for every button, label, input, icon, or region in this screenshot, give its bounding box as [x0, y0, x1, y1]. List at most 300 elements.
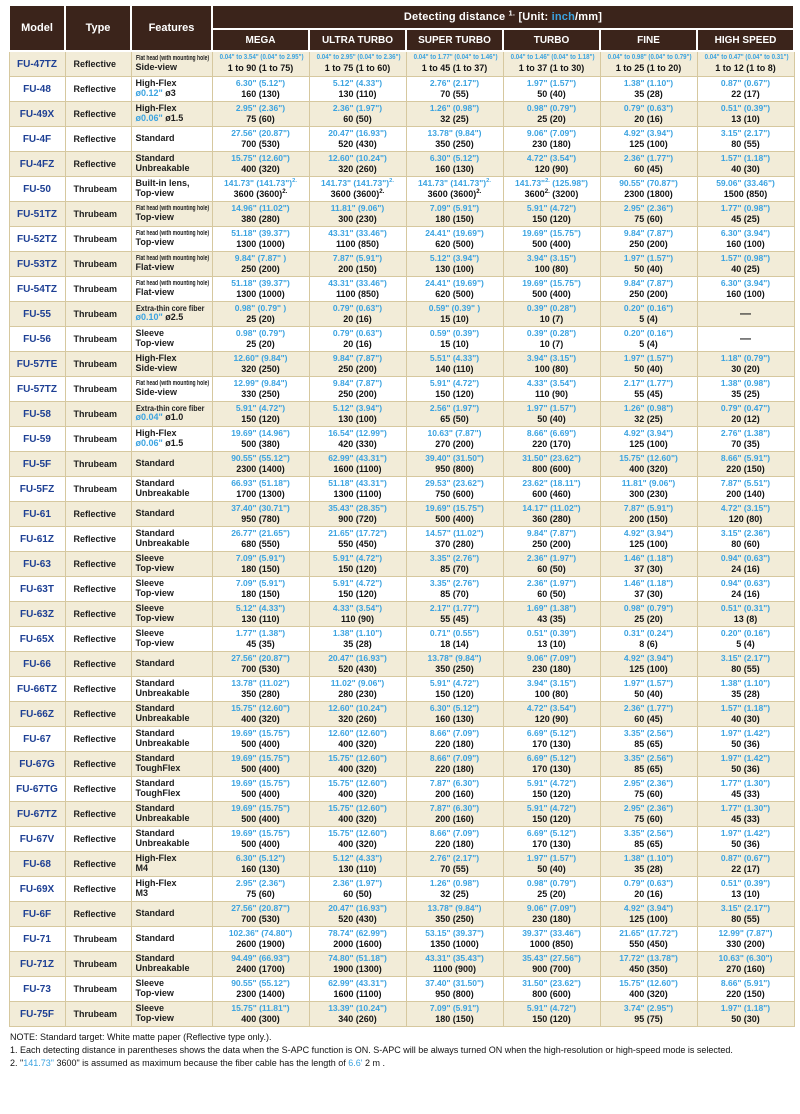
model-name: FU-57TE	[9, 352, 65, 377]
inch-value: 17.72" (13.78")	[619, 953, 678, 964]
distance-cell	[600, 477, 697, 502]
inch-value: 0.51" (0.39")	[720, 878, 771, 889]
inch-value: 4.72" (3.15")	[720, 503, 771, 514]
inch-value: 5.91" (4.72")	[429, 678, 480, 689]
mm-value: 60 (50)	[537, 563, 566, 574]
distance-cell	[697, 727, 794, 752]
table-row-fu-71z	[9, 952, 794, 977]
inch-value: 9.84" (7.87" )	[234, 253, 287, 264]
mm-value: 40 (30)	[731, 163, 760, 174]
distance-cell	[309, 152, 406, 177]
feature-line: Top-view	[135, 338, 174, 348]
distance-cell	[212, 677, 309, 702]
inch-value: 1.57" (1.18")	[720, 703, 771, 714]
distance-cell	[600, 402, 697, 427]
distance-cell	[406, 152, 503, 177]
table-row-fu-52tz	[9, 227, 794, 252]
inch-value: 43.31" (33.46")	[328, 228, 387, 239]
mm-value: 35 (28)	[731, 688, 760, 699]
feature-line: Sleeve	[135, 578, 165, 589]
mm-value: 320 (260)	[338, 163, 377, 174]
mm-value: 150 (120)	[241, 413, 280, 424]
mm-value: 200 (140)	[726, 488, 765, 499]
inch-value: 90.55" (70.87")	[619, 178, 678, 189]
distance-cell	[212, 652, 309, 677]
mm-value: 550 (450)	[629, 938, 668, 949]
mm-value: 400 (320)	[338, 838, 377, 849]
distance-cell	[406, 1002, 503, 1027]
inch-value: 6.30" (5.12")	[235, 78, 286, 89]
distance-cell	[309, 51, 406, 77]
distance-cell	[309, 427, 406, 452]
mm-value: 18 (14)	[440, 638, 469, 649]
mm-value: 50 (40)	[634, 263, 663, 274]
distance-cell	[212, 302, 309, 327]
inch-value: 2.76" (1.38")	[720, 428, 771, 439]
mm-value: 400 (320)	[338, 738, 377, 749]
inch-value: 15.75" (12.60")	[619, 453, 678, 464]
type-label: Reflective	[65, 127, 131, 152]
mm-value: 360 (280)	[532, 513, 571, 524]
distance-cell	[697, 877, 794, 902]
distance-cell	[406, 727, 503, 752]
type-label: Reflective	[65, 627, 131, 652]
feature-line: Side-view	[135, 386, 178, 397]
distance-cell	[406, 952, 503, 977]
mm-value: 125 (100)	[629, 138, 668, 149]
type-label: Reflective	[65, 777, 131, 802]
distance-cell	[503, 527, 600, 552]
inch-value: 7.87" (5.91")	[332, 253, 383, 264]
mm-value: 125 (100)	[629, 663, 668, 674]
mm-value: 1 to 45 (1 to 37)	[421, 62, 488, 73]
distance-cell	[503, 802, 600, 827]
mm-value: 24 (16)	[731, 588, 760, 599]
inch-value: 0.94" (0.63")	[720, 578, 771, 589]
feature-line: Built-in lens,	[135, 178, 190, 189]
mm-value: 320 (250)	[241, 363, 280, 374]
inch-value: 5.12" (4.33")	[332, 853, 383, 864]
type-label: Thrubeam	[65, 402, 131, 427]
distance-cell: —	[697, 327, 794, 352]
distance-cell	[212, 552, 309, 577]
inch-value: 90.55" (55.12")	[231, 978, 290, 989]
mm-value: 75 (60)	[634, 788, 663, 799]
distance-cell	[212, 602, 309, 627]
inch-value: 1.57" (0.98")	[720, 253, 771, 264]
mm-value: 55 (45)	[634, 388, 663, 399]
inch-value: 21.65" (17.72")	[328, 528, 387, 539]
distance-cell	[212, 777, 309, 802]
mm-value: 125 (100)	[629, 913, 668, 924]
inch-value: 0.04" to 0.98" (0.04" to 0.79")	[607, 54, 692, 61]
table-row-fu-5fz	[9, 477, 794, 502]
distance-cell	[600, 302, 697, 327]
feature-line: Flat head (with mounting hole)	[135, 205, 209, 213]
inch-value: 15.75" (12.60")	[328, 753, 387, 764]
features-label	[131, 227, 212, 252]
mm-value: 43 (35)	[537, 613, 566, 624]
inch-value: 8.66" (7.09")	[429, 728, 480, 739]
distance-cell	[309, 827, 406, 852]
distance-cell	[406, 852, 503, 877]
inch-value: 66.93" (51.18")	[231, 478, 290, 489]
mm-value: 600 (460)	[532, 488, 571, 499]
inch-value: 15.75" (12.60")	[231, 153, 290, 164]
distance-cell	[309, 452, 406, 477]
mm-value: 220 (180)	[435, 838, 474, 849]
distance-cell	[212, 427, 309, 452]
inch-value: 1.38" (1.10")	[623, 78, 674, 89]
mm-value: 1300 (1000)	[236, 238, 285, 249]
distance-cell	[600, 927, 697, 952]
inch-value: 31.50" (23.62")	[522, 978, 581, 989]
table-row-fu-4fz	[9, 152, 794, 177]
features-label	[131, 177, 212, 202]
model-name: FU-65X	[9, 627, 65, 652]
inch-value: 19.69" (14.96")	[231, 428, 290, 439]
distance-cell	[600, 227, 697, 252]
mm-value: 230 (180)	[532, 913, 571, 924]
inch-value: 1.77" (1.30")	[720, 778, 771, 789]
mm-value: 50 (40)	[634, 688, 663, 699]
inch-value: 15.75" (12.60")	[328, 778, 387, 789]
distance-cell	[309, 952, 406, 977]
inch-value: 4.92" (3.94")	[623, 428, 674, 439]
mm-value: 1100 (900)	[432, 963, 477, 974]
model-name: FU-5F	[9, 452, 65, 477]
inch-value: 2.36" (1.97")	[332, 103, 383, 114]
features-label	[131, 977, 212, 1002]
type-label: Thrubeam	[65, 977, 131, 1002]
mm-value: 10 (7)	[539, 338, 564, 349]
inch-value: 6.69" (5.12")	[526, 753, 577, 764]
inch-value: 39.37" (33.46")	[522, 928, 581, 939]
type-label: Thrubeam	[65, 927, 131, 952]
inch-value: 2.17" (1.77")	[623, 378, 674, 389]
inch-value: 1.38" (1.10")	[623, 853, 674, 864]
mm-value: 25 (20)	[634, 613, 663, 624]
mm-value: 330 (200)	[726, 938, 765, 949]
model-name: FU-61	[9, 502, 65, 527]
distance-cell	[309, 877, 406, 902]
column-header-fine: FINE	[600, 29, 697, 51]
inch-value: 1.77" (1.30")	[720, 803, 771, 814]
mm-value: 400 (320)	[338, 763, 377, 774]
inch-value: 1.97" (1.57")	[526, 403, 577, 414]
feature-line: Flat head (with mounting hole)	[135, 55, 209, 63]
mm-value: 60 (50)	[537, 588, 566, 599]
mm-value: 230 (180)	[532, 138, 571, 149]
distance-cell	[406, 752, 503, 777]
inch-value: 9.84" (7.87")	[526, 528, 577, 539]
distance-cell	[600, 727, 697, 752]
inch-value: 5.12" (3.94")	[429, 253, 480, 264]
distance-cell	[309, 402, 406, 427]
mm-value: 80 (55)	[731, 913, 760, 924]
mm-value: 520 (430)	[338, 663, 377, 674]
distance-cell	[503, 627, 600, 652]
inch-value: 102.36" (74.80")	[228, 928, 293, 939]
mm-value: 250 (200)	[532, 538, 571, 549]
table-row-fu-75f	[9, 1002, 794, 1027]
inch-value: 15.75" (11.81")	[231, 1003, 290, 1014]
mm-value: 150 (120)	[338, 588, 377, 599]
inch-value: 15.75" (12.60")	[619, 978, 678, 989]
inch-value: 5.91" (4.72")	[526, 778, 577, 789]
type-label: Thrubeam	[65, 1002, 131, 1027]
feature-line: Standard	[135, 678, 175, 689]
distance-cell	[600, 527, 697, 552]
distance-cell	[503, 277, 600, 302]
feature-line: M4	[135, 863, 149, 873]
table-row-fu-73	[9, 977, 794, 1002]
mm-value: 75 (60)	[634, 213, 663, 224]
mm-value: 1 to 25 (1 to 20)	[615, 62, 682, 73]
feature-line: Top-view	[135, 1013, 174, 1023]
feature-line: Standard	[135, 778, 175, 789]
inch-value: 16.54" (12.99")	[328, 428, 387, 439]
mm-value: 60 (45)	[634, 713, 663, 724]
mm-value: 150 (120)	[435, 388, 474, 399]
distance-cell	[600, 352, 697, 377]
column-header-turbo: TURBO	[503, 29, 600, 51]
distance-cell	[600, 452, 697, 477]
distance-cell	[406, 627, 503, 652]
features-label	[131, 202, 212, 227]
model-name: FU-66TZ	[9, 677, 65, 702]
mm-value: 75 (60)	[634, 813, 663, 824]
column-header-high-speed: HIGH SPEED	[697, 29, 794, 51]
mm-value: 180 (150)	[241, 588, 280, 599]
mm-value: 150 (120)	[435, 688, 474, 699]
distance-cell	[503, 477, 600, 502]
inch-value: 2.95" (2.36")	[623, 203, 674, 214]
features-label	[131, 927, 212, 952]
distance-cell	[600, 952, 697, 977]
distance-cell	[309, 777, 406, 802]
distance-cell	[600, 627, 697, 652]
inch-value: 1.69" (1.38")	[526, 603, 577, 614]
mm-value: 85 (65)	[634, 763, 663, 774]
table-row-fu-63t	[9, 577, 794, 602]
mm-value: 20 (16)	[343, 313, 372, 324]
detecting-distance-header: Detecting distance $^{1.}$ [Unit: inch/mm]	[212, 5, 794, 29]
mm-value: 220 (150)	[726, 988, 765, 999]
distance-cell	[697, 477, 794, 502]
mm-value: 500 (400)	[241, 763, 280, 774]
features-label	[131, 952, 212, 977]
feature-line: Sleeve	[135, 1003, 165, 1014]
table-row-fu-55	[9, 302, 794, 327]
distance-cell	[309, 977, 406, 1002]
inch-value: 12.99" (7.87")	[718, 928, 773, 939]
mm-value: 500 (400)	[532, 288, 571, 299]
features-label	[131, 252, 212, 277]
mm-value: 300 (230)	[338, 213, 377, 224]
inch-value: 1.18" (0.79")	[720, 353, 771, 364]
inch-value: 0.04" to 1.77" (0.04" to 1.46")	[413, 54, 498, 61]
feature-line: High-Flex	[135, 103, 177, 114]
inch-value: 0.87" (0.67")	[720, 853, 771, 864]
mm-value: 620 (500)	[435, 238, 474, 249]
model-name: FU-67TZ	[9, 802, 65, 827]
inch-value: 26.77" (21.65")	[231, 528, 290, 539]
distance-cell	[309, 602, 406, 627]
inch-value: 1.97" (1.42")	[720, 753, 771, 764]
inch-value: 51.18" (39.37")	[231, 228, 290, 239]
inch-value: 0.98" (0.79")	[623, 603, 674, 614]
mm-value: 32 (25)	[440, 888, 469, 899]
inch-value: 1.97" (1.57")	[526, 853, 577, 864]
distance-cell	[697, 102, 794, 127]
mm-value: 95 (75)	[634, 1013, 663, 1024]
table-row-fu-69x	[9, 877, 794, 902]
distance-cell	[697, 552, 794, 577]
mm-value: 30 (20)	[731, 363, 760, 374]
distance-cell	[406, 77, 503, 102]
distance-cell	[697, 977, 794, 1002]
distance-cell	[697, 152, 794, 177]
inch-value: 0.51" (0.31")	[720, 603, 771, 614]
feature-line: Top-view	[135, 638, 174, 648]
mm-value: 5 (4)	[736, 638, 755, 649]
feature-line: Standard	[135, 153, 175, 164]
feature-line: High-Flex	[135, 78, 177, 89]
mm-value: 300 (230)	[629, 488, 668, 499]
inch-value: 9.06" (7.09")	[526, 653, 577, 664]
inch-value: 1.97" (1.42")	[720, 828, 771, 839]
inch-value: 1.97" (1.57")	[623, 353, 674, 364]
mm-value: 45 (33)	[731, 788, 760, 799]
mm-value: 110 (90)	[534, 388, 569, 399]
mm-value: 60 (45)	[634, 163, 663, 174]
distance-cell	[697, 677, 794, 702]
inch-value: 43.31" (33.46")	[328, 278, 387, 289]
inch-value: 8.66" (6.69")	[526, 428, 577, 439]
feature-line: Extra-thin core fiber	[135, 403, 204, 413]
type-label: Reflective	[65, 877, 131, 902]
inch-value: 27.56" (20.87")	[231, 903, 290, 914]
mm-value: 250 (200)	[338, 388, 377, 399]
type-label: Reflective	[65, 702, 131, 727]
table-row-fu-65x	[9, 627, 794, 652]
table-row-fu-67tz	[9, 802, 794, 827]
inch-value: 14.17" (11.02")	[522, 503, 581, 514]
distance-cell	[697, 352, 794, 377]
distance-cell	[309, 802, 406, 827]
distance-cell	[406, 302, 503, 327]
distance-cell	[697, 927, 794, 952]
distance-cell	[503, 877, 600, 902]
inch-value: 24.41" (19.69")	[425, 228, 484, 239]
distance-cell	[600, 177, 697, 202]
model-name: FU-47TZ	[9, 51, 65, 77]
mm-value: 2300 (1800)	[624, 188, 673, 199]
distance-cell	[406, 377, 503, 402]
mm-value: 150 (120)	[532, 788, 571, 799]
type-label: Reflective	[65, 527, 131, 552]
inch-value: 78.74" (62.99")	[328, 928, 387, 939]
inch-value: 0.98" (0.79")	[526, 878, 577, 889]
distance-cell	[406, 927, 503, 952]
feature-line: Sleeve	[135, 603, 165, 614]
distance-cell	[697, 527, 794, 552]
inch-value: 0.79" (0.63")	[332, 303, 383, 314]
distance-cell	[600, 652, 697, 677]
inch-value: 2.17" (1.77")	[429, 603, 480, 614]
mm-value: 60 (50)	[343, 113, 372, 124]
table-row-fu-54tz	[9, 277, 794, 302]
distance-cell	[406, 552, 503, 577]
mm-value: 2400 (1700)	[236, 963, 285, 974]
distance-cell	[697, 252, 794, 277]
distance-cell	[309, 677, 406, 702]
distance-cell	[697, 127, 794, 152]
feature-line: High-Flex	[135, 853, 177, 864]
type-label: Thrubeam	[65, 477, 131, 502]
feature-line: Standard	[135, 908, 175, 919]
distance-cell	[212, 877, 309, 902]
distance-cell	[503, 727, 600, 752]
distance-cell	[309, 102, 406, 127]
mm-value: 400 (320)	[629, 463, 668, 474]
distance-cell	[503, 227, 600, 252]
inch-value: 1.77" (1.38")	[235, 628, 286, 639]
inch-value: 1.26" (0.98")	[429, 103, 480, 114]
distance-cell	[503, 652, 600, 677]
distance-cell	[503, 1002, 600, 1027]
mm-value: 230 (180)	[532, 663, 571, 674]
distance-cell	[503, 402, 600, 427]
mm-value: 32 (25)	[440, 113, 469, 124]
mm-value: 5 (4)	[639, 338, 658, 349]
footnotes	[8, 1027, 794, 1076]
inch-value: 0.20" (0.16")	[720, 628, 771, 639]
table-row-fu-68	[9, 852, 794, 877]
features-label	[131, 827, 212, 852]
model-name: FU-69X	[9, 877, 65, 902]
inch-value: 53.15" (39.37")	[425, 928, 484, 939]
inch-value: 31.50" (23.62")	[522, 453, 581, 464]
inch-value: 11.02" (9.06")	[330, 678, 385, 689]
distance-cell	[309, 327, 406, 352]
inch-value: 23.62" (18.11")	[522, 478, 581, 489]
inch-value: 0.04" to 2.95" (0.04" to 2.36")	[316, 54, 401, 61]
inch-value: 0.04" to 3.54" (0.04" to 2.95")	[219, 54, 304, 61]
table-row-fu-71	[9, 927, 794, 952]
feature-line: ø0.10" ø2.5	[135, 312, 184, 323]
inch-value: 24.41" (19.69")	[425, 278, 484, 289]
distance-cell	[600, 777, 697, 802]
distance-cell	[600, 427, 697, 452]
feature-line: Extra-thin core fiber	[135, 303, 204, 313]
inch-value: 3.15" (2.17")	[720, 653, 771, 664]
distance-cell	[212, 227, 309, 252]
inch-value: 0.39" (0.28")	[526, 303, 577, 314]
mm-value: 40 (30)	[731, 713, 760, 724]
distance-cell	[600, 677, 697, 702]
feature-line: Standard	[135, 133, 175, 144]
mm-value: 520 (430)	[338, 913, 377, 924]
distance-cell	[503, 377, 600, 402]
distance-cell	[212, 502, 309, 527]
distance-cell	[406, 227, 503, 252]
inch-value: 62.99" (43.31")	[328, 978, 387, 989]
inch-value: 8.66" (7.09")	[429, 828, 480, 839]
feature-line: Standard	[135, 508, 175, 519]
distance-cell	[697, 577, 794, 602]
